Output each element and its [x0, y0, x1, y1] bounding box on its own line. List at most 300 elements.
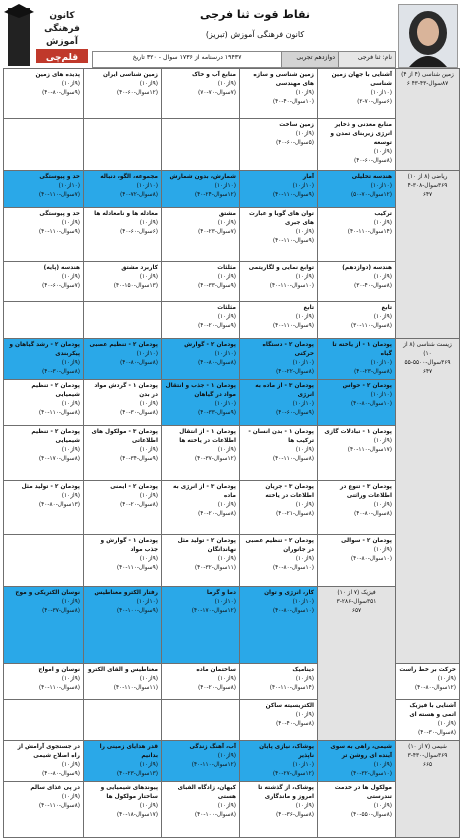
logo-line-3: آموزش — [46, 37, 78, 47]
topic-score: (۹از۱۰) — [295, 501, 314, 508]
topic-cell — [318, 69, 396, 119]
topic-title: پودمان ۱ - از یاخته تا گیاه — [332, 342, 392, 357]
student-info-bar — [92, 51, 396, 68]
logo-line-1: کانون — [49, 11, 75, 21]
table-row — [4, 262, 460, 302]
topic-score: (۱۰از۱۰) — [370, 182, 392, 189]
topic-stats: (۹سوال-۱۱۰-۴۰) — [272, 191, 314, 198]
topic-cell — [240, 379, 318, 425]
topic-stats: (۱۲سوال-۲۴-۴۰) — [194, 191, 236, 198]
student-stats: ۱۹۴۳۷ درسنامه از ۱۷۳۶ سوال - ۳۲۰ تاریخ — [132, 54, 242, 61]
topic-stats: (۱۰سوال-۸۰-۴۰) — [272, 564, 314, 571]
topic-stats: (۷سوال-۱۱۰-۴۰) — [38, 191, 80, 198]
topic-score: (۹از۱۰) — [295, 711, 314, 718]
topic-score: (۹از۱۰) — [373, 761, 392, 768]
table-row — [4, 534, 460, 586]
topic-score: (۹از۱۰) — [295, 130, 314, 137]
topic-title: پودمان ۲ - تنظیم شیمیایی — [31, 382, 80, 398]
topic-title: پوشاک، نیازی پایان ناپذیر — [259, 743, 314, 759]
topic-score: (۹از۱۰) — [373, 148, 392, 155]
topic-cell — [318, 339, 396, 380]
topic-cell — [240, 425, 318, 480]
topic-stats: (۵سوال-۶۰-۴۰) — [276, 139, 314, 146]
topic-title: پودمان ۳ - از انرژی به ماده — [173, 483, 236, 499]
topic-stats: (۱۲سوال-۸۰-۴۰) — [414, 684, 456, 691]
topic-title: پودمان ۲ - تنظیم عصبی — [89, 342, 158, 348]
subject-label: ریاضی (۸ از ۱۰) — [407, 174, 448, 180]
topic-stats: (۱۳سوال-۸۰-۴۰) — [38, 501, 80, 508]
topic-cell — [240, 339, 318, 380]
topic-score: (۹از۱۰) — [139, 675, 158, 682]
topic-title: پودمان ۱ - گوارش و جذب مواد — [100, 537, 158, 553]
topic-score: (۹از۱۰) — [139, 761, 158, 768]
subject-label: ۳۶۹سوال-۳۰۸-۴ — [407, 182, 448, 189]
topic-cell — [84, 740, 162, 781]
topic-cell — [240, 262, 318, 302]
topic-title: در پی غذای سالم — [30, 784, 80, 791]
topic-title: ساختمان ماده — [196, 666, 236, 673]
topic-score: (۹از۱۰) — [61, 219, 80, 226]
topic-stats: (۸سوال-۱۰۰-۴۰) — [194, 811, 236, 818]
topic-cell — [318, 208, 396, 262]
topic-score: (۹از۱۰) — [295, 228, 314, 235]
topic-score: (۱۰از۱۰) — [370, 359, 392, 366]
topic-score: (۹از۱۰) — [217, 501, 236, 508]
topic-cell — [84, 171, 162, 208]
topic-cell — [396, 699, 460, 740]
topic-stats: (۸سوال-۴۰-۳۰) — [354, 282, 392, 289]
topic-title: شیمی، راهی به سوی آینده ای روشن تر — [330, 743, 392, 759]
topic-score: (۹از۱۰) — [217, 80, 236, 87]
topic-title: آشنایی با فیزیک اتمی و هسته ای — [409, 702, 456, 718]
topic-score: (۱۰از۱۰) — [370, 391, 392, 398]
topic-cell — [318, 262, 396, 302]
kanoon-logo — [4, 2, 90, 68]
topic-title: زمین شناسی و سازه های مهندسی — [253, 72, 314, 87]
topic-title: حد و پیوستگی — [39, 174, 80, 180]
topic-stats: (۸سوال-۶۰-۴۰) — [354, 157, 392, 164]
topic-score: (۹از۱۰) — [139, 492, 158, 499]
topic-cell — [162, 781, 240, 837]
topic-score: (۹از۱۰) — [217, 555, 236, 562]
table-row — [4, 302, 460, 339]
topic-cell — [240, 302, 318, 339]
topic-score: (۹از۱۰) — [295, 802, 314, 809]
topic-title: حد و پیوستگی — [39, 211, 80, 217]
topic-stats: (۸سوال-۱۱۰-۴۰) — [38, 802, 80, 809]
logo-line-2: فرهنگی — [44, 24, 80, 34]
topic-score: (۹از۱۰) — [217, 446, 236, 453]
topic-score: (۹از۱۰) — [373, 273, 392, 280]
topic-score: (۹از۱۰) — [61, 273, 80, 280]
topic-title: پودمان ۲ - تنظیم عصبی در جانوران — [245, 537, 314, 553]
topic-cell — [162, 663, 240, 699]
topic-stats: (۷سوال-۷۰-۷۰) — [198, 89, 236, 96]
topic-cell — [4, 379, 84, 425]
topic-score: (۹از۱۰) — [373, 437, 392, 444]
topic-stats: (۸سوال-۴۰-۴۰) — [276, 720, 314, 727]
topic-stats: (۸سوال-۲۰-۴۰) — [198, 684, 236, 691]
topic-stats: (۱۰سوال-۸۰-۴۰) — [350, 555, 392, 562]
topic-score: (۹از۱۰) — [139, 219, 158, 226]
topic-stats: (۱۰سوال-۸۰-۴۰) — [350, 400, 392, 407]
topic-score: (۹از۱۰) — [295, 89, 314, 96]
table-row — [4, 781, 460, 837]
topic-cell — [84, 262, 162, 302]
topic-cell — [240, 69, 318, 119]
topic-score: (۹از۱۰) — [295, 313, 314, 320]
topic-stats: (۸سوال-۱۱۰-۴۰) — [38, 409, 80, 416]
topic-stats: (۹سوال-۱۱۰-۴۰) — [272, 322, 314, 329]
subject-label: ۶۴۷ — [422, 191, 433, 198]
topic-cell — [240, 119, 318, 171]
student-photo — [398, 4, 458, 68]
topic-title: مثلثات — [217, 265, 236, 271]
topic-title: هندسه تحلیلی — [351, 174, 392, 180]
topic-stats: (۹سوال-۱۰۰-۴۰) — [116, 607, 158, 614]
topic-stats: (۹سوال-۳۴-۴۰) — [120, 455, 158, 462]
topic-title: شمارش، بدون شمارش — [169, 174, 236, 180]
topic-cell — [162, 534, 240, 586]
table-row — [4, 339, 460, 380]
topic-stats: (۱۰سوال-۴۰-۴۰) — [272, 98, 314, 105]
topic-title: پودمان ۲ - تولید مثل نهاندانگان — [177, 537, 236, 553]
topic-title: پودمان ۱ - تبادلات گازی — [324, 428, 392, 435]
topic-title: دما و گرما — [206, 589, 236, 596]
topic-stats: (۹سوال-۱۱۰-۴۰) — [38, 228, 80, 235]
topic-cell — [318, 740, 396, 781]
topic-stats: (۹سوال-۲۰-۴۰) — [198, 322, 236, 329]
topic-cell — [4, 262, 84, 302]
topic-title: پودمان ۲ - رشد گیاهان و پیکربندی — [9, 342, 80, 357]
topic-cell — [4, 302, 84, 339]
topic-cell — [4, 171, 84, 208]
topic-stats: (۱۰سوال-۳۲-۴۰) — [350, 770, 392, 777]
table-row — [4, 586, 460, 663]
topic-title: معادله ها و نامعادله ها — [94, 211, 158, 217]
topic-title: پودمان ۳ - جریان اطلاعات در یاخته — [265, 483, 314, 499]
subject-label: ۸۷سوال-۴۳-۴۳ ۶ — [406, 80, 449, 87]
topic-score: (۱۰از۱۰) — [214, 350, 236, 357]
topic-title: کاربرد مشتق — [121, 265, 158, 271]
topic-stats: (۸سوال-۳۶-۴۰) — [276, 811, 314, 818]
topic-title: پودمان ۳ - تنوع در اطلاعات وراثتی — [340, 483, 392, 499]
topic-title: ترکیب — [374, 211, 392, 217]
logo-line-4: قلم‌چی — [45, 53, 79, 63]
topic-cell — [84, 663, 162, 699]
topic-cell — [84, 379, 162, 425]
topic-score: (۹از۱۰) — [217, 313, 236, 320]
page-title: نقاط قوت ثنا فرجی — [199, 8, 311, 21]
topic-cell — [84, 425, 162, 480]
topic-cell — [162, 699, 240, 740]
topic-score: (۹از۱۰) — [373, 546, 392, 553]
topic-title: پیوندهای شیمیایی و ساختار مولکول ها — [100, 784, 158, 800]
topic-title: پودمان ۲ - گوارش — [184, 342, 236, 348]
subject-label: زمین شناسی (۴ از ۴) — [401, 72, 454, 78]
topic-cell — [84, 480, 162, 534]
topic-title: حرکت بر خط راست — [399, 666, 456, 673]
topic-stats: (۸سوال-۱۷۰-۴۰) — [38, 455, 80, 462]
subject-cell — [396, 740, 460, 837]
topic-cell — [84, 534, 162, 586]
topic-title: پودمان ۱ - گردش مواد در بدن — [94, 382, 158, 398]
topic-cell — [4, 119, 84, 171]
topic-stats: (۸سوال-۲۰-۴۰) — [198, 510, 236, 517]
topic-cell — [4, 663, 84, 699]
subject-label: زیست شناسی (۸ از ۱۰) — [403, 342, 452, 357]
topic-score: (۹از۱۰) — [295, 446, 314, 453]
topic-score: (۹از۱۰) — [61, 359, 80, 366]
topic-title: پودمان ۲ - سوالی — [341, 537, 392, 544]
topic-cell — [162, 339, 240, 380]
topic-score: (۱۰از۱۰) — [58, 182, 80, 189]
subject-cell — [396, 339, 460, 664]
topic-cell — [162, 586, 240, 663]
table-row — [4, 69, 460, 119]
topic-cell — [396, 663, 460, 699]
topic-title: آشنایی با جهان زمین شناسی — [331, 72, 392, 87]
topic-cell — [4, 208, 84, 262]
topic-stats: (۸سوال-۵۵۰-۴۰) — [350, 811, 392, 818]
topic-title: توان های گویا و عبارت های جبری — [249, 211, 314, 226]
topic-title: مغناطیس و القای الکترو — [87, 666, 158, 673]
topic-score: (۱۰از۱۰) — [370, 89, 392, 96]
subject-label: شیمی (۷ از ۱۰) — [408, 743, 447, 750]
topic-title: تابع — [303, 305, 314, 311]
topic-cell — [84, 339, 162, 380]
topic-cell — [240, 740, 318, 781]
topic-score: (۹از۱۰) — [373, 219, 392, 226]
topic-stats: (۱۲سوال-۳۷-۴۰) — [194, 455, 236, 462]
topic-title: مثلثات — [217, 305, 236, 311]
topic-score: (۹از۱۰) — [61, 675, 80, 682]
topic-title: پودمان ۱ - از انتقال اطلاعات در یاخته ها — [179, 428, 236, 444]
topic-score: (۹از۱۰) — [373, 802, 392, 809]
topic-cell — [162, 119, 240, 171]
topic-stats: (۱۰سوال-۱۱۰-۴۰) — [269, 282, 314, 289]
topic-stats: (۱۰سوال-۸۰-۴۰) — [272, 607, 314, 614]
topic-score: (۹از۱۰) — [61, 80, 80, 87]
topic-cell — [4, 339, 84, 380]
topic-stats: (۱۲سوال-۱۱۰-۴۰) — [191, 761, 236, 768]
strengths-table — [3, 68, 460, 838]
topic-stats: (۹سوال-۸۰-۴۰) — [42, 770, 80, 777]
topic-title: هندسه (پایه) — [43, 265, 80, 271]
topic-stats: (۹سوال-۸۰-۴۰) — [42, 89, 80, 96]
topic-score: (۹از۱۰) — [295, 555, 314, 562]
topic-title: الکتریسیته ساکن — [265, 702, 314, 709]
topic-cell — [240, 480, 318, 534]
student-grade: دوازدهم تجربی — [281, 52, 338, 67]
topic-cell — [240, 699, 318, 740]
topic-title: هندسه (دوازدهم) — [342, 265, 392, 271]
table-row — [4, 171, 460, 208]
topic-title: مشتق — [218, 211, 236, 217]
topic-stats: (۱۴سوال-۱۱۰-۴۰) — [269, 684, 314, 691]
topic-title: زمین ساخت — [279, 122, 314, 128]
topic-title: کیهان، زادگاه الفبای هستی — [177, 784, 236, 800]
topic-stats: (۶سوال-۷۰-۲) — [357, 98, 392, 105]
topic-stats: (۸سوال-۷۲-۴۰) — [120, 191, 158, 198]
topic-score: (۹از۱۰) — [61, 761, 80, 768]
table-row — [4, 740, 460, 781]
topic-title: آب، آهنگ زندگی — [189, 743, 236, 750]
topic-title: نوسان الکتریکی و موج — [15, 589, 80, 596]
topic-score: (۹از۱۰) — [437, 720, 456, 727]
topic-score: (۱۰از۱۰) — [292, 182, 314, 189]
topic-cell — [162, 171, 240, 208]
table-row — [4, 425, 460, 480]
topic-score: (۹از۱۰) — [61, 793, 80, 800]
topic-stats: (۸سوال-۲۳-۴۰) — [354, 368, 392, 375]
topic-title: زمین شناسی ایران — [102, 72, 158, 78]
subject-label: ۶۶۵ — [422, 761, 433, 768]
topic-score: (۹از۱۰) — [217, 675, 236, 682]
topic-score: (۹از۱۰) — [295, 675, 314, 682]
subject-label: ۳۶۹سوال-۵۵۰۰-۵۵ — [404, 359, 451, 366]
table-row — [4, 379, 460, 425]
topic-cell — [162, 69, 240, 119]
topic-title: قدر هدایای زمینی را بدانیم — [99, 743, 158, 759]
topic-stats: (۸سوال-۱۱۰-۴۰) — [272, 455, 314, 462]
topic-stats: (۸سوال-۳۰-۴۰) — [120, 409, 158, 416]
topic-title: پودمان ۲ - تولید مثل — [21, 483, 80, 490]
topic-score: (۱۰از۱۰) — [292, 761, 314, 768]
topic-cell — [84, 302, 162, 339]
topic-title: آمار — [302, 174, 314, 180]
table-row — [4, 208, 460, 262]
topic-score: (۹از۱۰) — [217, 752, 236, 759]
topic-cell — [4, 425, 84, 480]
topic-title: پودمان ۲ - ایمنی — [110, 483, 158, 490]
subject-cell — [396, 171, 460, 339]
topic-score: (۱۰از۱۰) — [136, 350, 158, 357]
topic-cell — [84, 699, 162, 740]
topic-title: پودمان ۲ - تنظیم شیمیایی — [31, 428, 80, 444]
topic-title: مولکول ها در خدمت تندرستی — [334, 784, 392, 800]
table-row — [4, 119, 460, 171]
topic-cell — [162, 425, 240, 480]
topic-cell — [240, 171, 318, 208]
topic-title: پودمان ۳ - مولکول های اطلاعاتی — [91, 428, 158, 444]
topic-cell — [162, 208, 240, 262]
subject-label: فیزیک (۷ از ۱۰) — [337, 589, 376, 596]
topic-title: پودمان ۲ - دستگاه حرکتی — [262, 342, 314, 357]
topic-cell — [318, 119, 396, 171]
topic-cell — [162, 262, 240, 302]
student-name: نام: ثنا فرجی — [338, 52, 395, 67]
topic-score: (۱۰از۱۰) — [136, 182, 158, 189]
topic-stats: (۷سوال-۲۳-۴۰) — [198, 228, 236, 235]
topic-score: (۹از۱۰) — [217, 273, 236, 280]
topic-stats: (۸سوال-۲۱-۴۰) — [276, 510, 314, 517]
topic-cell — [162, 379, 240, 425]
topic-stats: (۱۳سوال-۲۳-۴۰) — [116, 770, 158, 777]
topic-stats: (۸سوال-۲۲-۴۰) — [276, 368, 314, 375]
topic-title: دینامیک — [292, 666, 314, 673]
topic-score: (۱۰از۱۰) — [214, 400, 236, 407]
topic-stats: (۹سوال-۳۳-۴۰) — [198, 282, 236, 289]
topic-title: پودمان ۱ - بدن انسان - ترکیب ها — [248, 428, 314, 444]
topic-stats: (۱۴سوال-۱۱۰-۴۰) — [347, 228, 392, 235]
topic-score: (۹از۱۰) — [61, 492, 80, 499]
topic-stats: (۱۲سوال-۱۷۰-۴۰) — [191, 607, 236, 614]
subject-cell — [396, 69, 460, 171]
topic-cell — [4, 699, 84, 740]
topic-stats: (۱۷سوال-۱۸-۴۰) — [116, 811, 158, 818]
topic-title: پودمان ۳ - از ماده به انرژی — [255, 382, 314, 398]
topic-title: پودمان ۲ - حواس — [342, 382, 392, 389]
subject-cell — [318, 586, 396, 740]
topic-score: (۹از۱۰) — [139, 446, 158, 453]
topic-stats: (۱۲سوال-۷۰-۵۰) — [350, 191, 392, 198]
topic-score: (۱۰از۱۰) — [292, 359, 314, 366]
topic-title: منابع آب و خاک — [191, 72, 236, 78]
topic-cell — [240, 534, 318, 586]
topic-stats: (۹سوال-۳۳-۴۰) — [198, 409, 236, 416]
topic-stats: (۹سوال-۱۱۰-۴۰) — [116, 564, 158, 571]
topic-stats: (۸سوال-۱۱۰-۴۰) — [38, 684, 80, 691]
topic-title: کار، انرژی و توان — [264, 589, 314, 596]
topic-cell — [84, 586, 162, 663]
topic-score: (۹از۱۰) — [217, 219, 236, 226]
topic-cell — [162, 740, 240, 781]
topic-stats: (۱۳سوال-۱۵۰-۴۰) — [113, 282, 158, 289]
topic-score: (۹از۱۰) — [139, 80, 158, 87]
topic-cell — [240, 781, 318, 837]
topic-stats: (۹سوال-۱۱۰-۴۰) — [272, 237, 314, 244]
topic-cell — [84, 119, 162, 171]
topic-score: (۱۰از۱۰) — [292, 598, 314, 605]
topic-score: (۱۰از۱۰) — [136, 598, 158, 605]
topic-cell — [4, 586, 84, 663]
topic-stats: (۸سوال-۸۰-۴۰) — [354, 510, 392, 517]
topic-stats: (۸سوال-۳۰-۴۰) — [418, 729, 456, 736]
topic-stats: (۸سوال-۲۰-۴۰) — [120, 501, 158, 508]
subject-label: ۶۵۷ — [351, 607, 362, 614]
topic-cell — [84, 69, 162, 119]
topic-score: (۱۰از۱۰) — [214, 182, 236, 189]
report-header — [0, 0, 461, 68]
topic-score: (۱۰از۱۰) — [214, 598, 236, 605]
topic-stats: (۹سوال-۶۰-۴۰) — [276, 409, 314, 416]
topic-cell — [4, 740, 84, 781]
topic-stats: (۸سوال-۳۷-۴۰) — [42, 607, 80, 614]
page-subtitle: کانون فرهنگی آموزش (تبریز) — [205, 30, 305, 39]
topic-cell — [240, 208, 318, 262]
topic-score: (۹از۱۰) — [61, 598, 80, 605]
topic-score: (۹از۱۰) — [217, 802, 236, 809]
topic-title: پودمان ۱ - جذب و انتقال مواد در گیاهان — [165, 382, 236, 398]
subject-label: ۳۵۱سوال-۲۸۶-۳ — [336, 598, 377, 605]
topic-cell — [4, 534, 84, 586]
topic-title: پدیده های زمین — [35, 72, 80, 78]
topic-cell — [84, 781, 162, 837]
topic-cell — [318, 534, 396, 586]
topic-cell — [318, 302, 396, 339]
topic-stats: (۷سوال-۶۰-۴۰) — [42, 282, 80, 289]
topic-cell — [4, 781, 84, 837]
topic-stats: (۸سوال-۳۰-۴۰) — [42, 368, 80, 375]
topic-score: (۹از۱۰) — [61, 400, 80, 407]
topic-stats: (۱۲سوال-۲۷-۴۰) — [272, 770, 314, 777]
topic-stats: (۱۷سوال-۱۱۰-۴۰) — [347, 446, 392, 453]
topic-score: (۹از۱۰) — [437, 675, 456, 682]
topic-title: منابع معدنی و ذخایر انرژی زیربنای تمدن و توسعه — [330, 122, 392, 146]
topic-score: (۹از۱۰) — [61, 446, 80, 453]
topic-score: (۹از۱۰) — [373, 501, 392, 508]
